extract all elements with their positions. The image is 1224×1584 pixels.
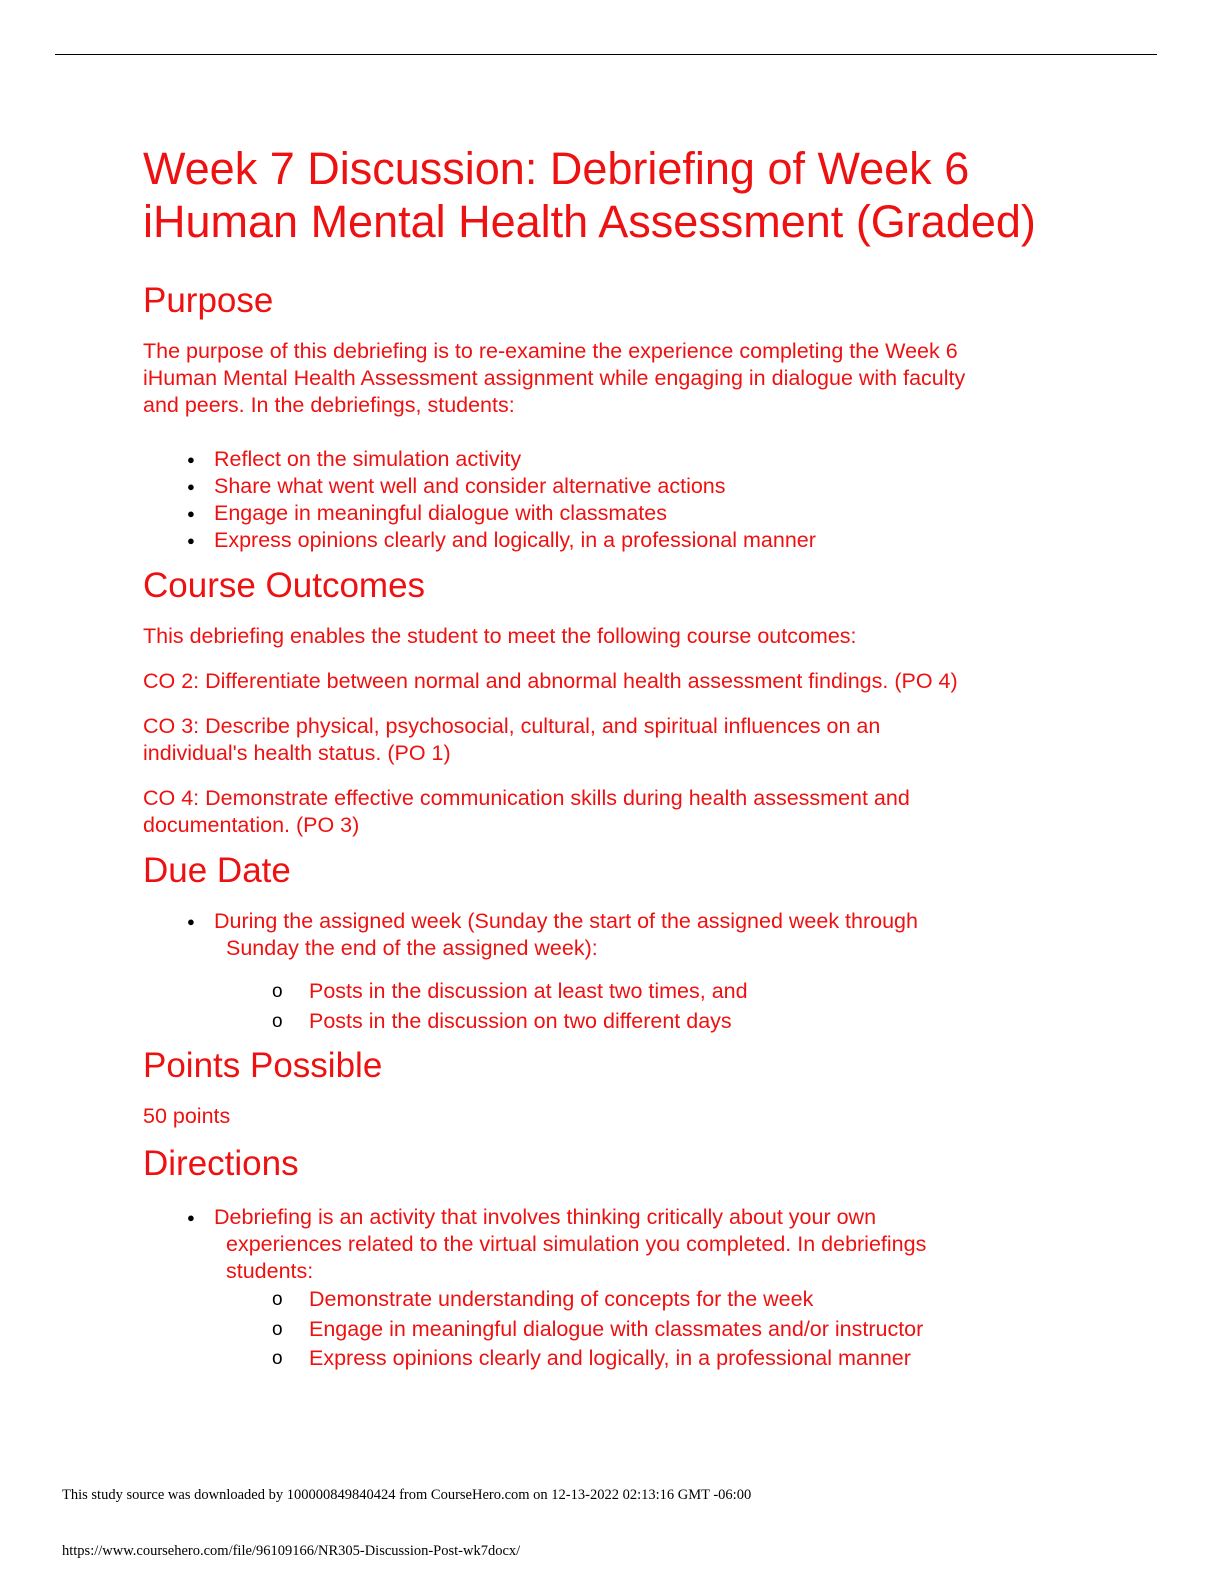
list-item: ● Share what went well and consider alternative actions	[143, 473, 1103, 500]
list-item	[143, 1007, 1103, 1037]
purpose-line-1: The purpose of this debriefing is to re-examine the experience completing the Week 6	[143, 339, 958, 363]
outcome-co3	[143, 713, 1103, 767]
sub-bullet-marker: o	[272, 981, 283, 1002]
co4-line-1: CO 4: Demonstrate effective communication skills during health assessment and	[143, 786, 910, 810]
sub-item-text: Engage in meaningful dialogue with classmates and/or instructor	[309, 1316, 924, 1341]
due-date-heading: Due Date	[143, 851, 291, 890]
directions-heading: Directions	[143, 1144, 299, 1183]
sub-bullet-marker: o	[272, 1289, 283, 1310]
directions-line-2: experiences related to the virtual simulation you completed. In debriefings	[226, 1232, 927, 1256]
title-line-1: Week 7 Discussion: Debriefing of Week 6	[143, 143, 970, 194]
purpose-heading: Purpose	[143, 281, 274, 320]
course-outcomes-heading: Course Outcomes	[143, 566, 426, 605]
list-item	[143, 977, 1103, 1007]
directions-bullet-list	[143, 1204, 1103, 1285]
purpose-paragraph	[143, 338, 1103, 419]
due-line-1: During the assigned week (Sunday the start of the assigned week through	[214, 909, 918, 933]
title-line-2: iHuman Mental Health Assessment (Graded)	[143, 196, 1036, 247]
top-rule	[55, 54, 1157, 55]
directions-line-1: Debriefing is an activity that involves thinking critically about your own	[214, 1205, 877, 1229]
sub-bullet-marker: o	[272, 1318, 283, 1340]
purpose-line-3: and peers. In the debriefings, students:	[143, 393, 515, 417]
download-notice: This study source was downloaded by 100000849840424 from CourseHero.com on 12-13-2022 02:13:16 GMT -06:00	[62, 1487, 752, 1503]
page-title	[143, 142, 1103, 248]
list-item: ● Reflect on the simulation activity	[143, 446, 1103, 473]
list-item	[143, 1204, 1103, 1285]
due-date-bullet-list	[143, 908, 1103, 962]
list-item	[143, 1315, 1103, 1345]
list-item: ● Engage in meaningful dialogue with classmates	[143, 500, 1103, 527]
co4-line-2: documentation. (PO 3)	[143, 813, 360, 837]
document-body	[143, 142, 1103, 1374]
directions-sub-list	[143, 1285, 1103, 1374]
due-line-2: Sunday the end of the assigned week):	[226, 936, 598, 960]
list-item	[143, 1344, 1103, 1374]
co3-line-2: individual's health status. (PO 1)	[143, 741, 451, 765]
outcome-co4	[143, 785, 1103, 839]
sub-item-text: Posts in the discussion on two different days	[309, 1008, 732, 1033]
due-date-sub-list	[143, 977, 1103, 1036]
co3-line-1: CO 3: Describe physical, psychosocial, cultural, and spiritual influences on an	[143, 714, 881, 738]
outcome-co2: CO 2: Differentiate between normal and abnormal health assessment findings. (PO 4)	[143, 669, 958, 693]
sub-item-text: Demonstrate understanding of concepts for the week	[309, 1287, 814, 1311]
sub-bullet-marker: o	[272, 1348, 283, 1369]
points-value: 50 points	[143, 1104, 231, 1128]
points-possible-heading: Points Possible	[143, 1046, 383, 1085]
directions-line-3: students:	[226, 1259, 314, 1283]
list-item	[143, 1285, 1103, 1315]
source-url[interactable]: https://www.coursehero.com/file/96109166/NR305-Discussion-Post-wk7docx/	[62, 1543, 521, 1559]
list-item	[143, 908, 1103, 962]
outcomes-intro: This debriefing enables the student to meet the following course outcomes:	[143, 624, 857, 648]
purpose-bullet-list	[143, 446, 1103, 554]
purpose-line-2: iHuman Mental Health Assessment assignment while engaging in dialogue with faculty	[143, 366, 966, 390]
sub-bullet-marker: o	[272, 1010, 283, 1032]
sub-item-text: Posts in the discussion at least two times, and	[309, 979, 748, 1003]
list-item: ● Express opinions clearly and logically, in a professional manner	[143, 527, 1103, 554]
sub-item-text: Express opinions clearly and logically, in a professional manner	[309, 1346, 911, 1370]
